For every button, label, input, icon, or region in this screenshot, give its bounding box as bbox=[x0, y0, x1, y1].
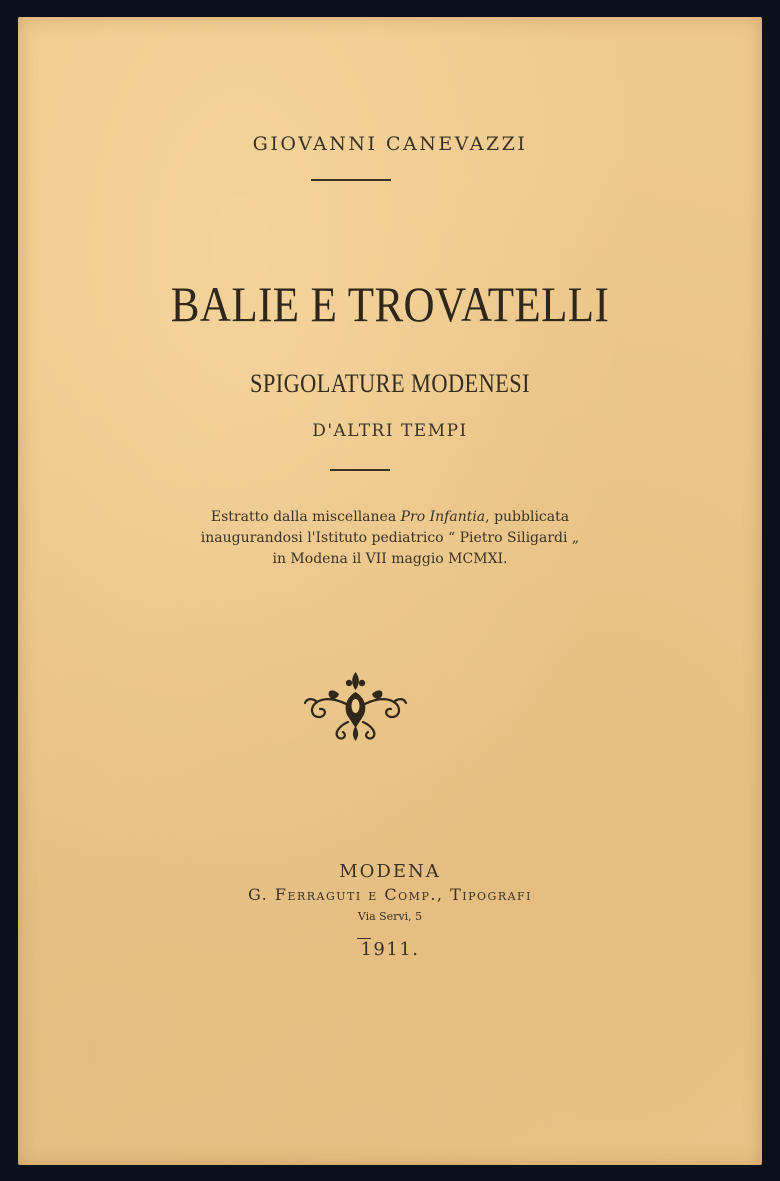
imprint-year: 1911. bbox=[360, 939, 420, 960]
extract-line-1: Estratto dalla miscellanea Pro Infantia, pubblicata bbox=[210, 509, 570, 525]
divider-rule bbox=[330, 469, 390, 471]
book-title: BALIE E TROVATELLI bbox=[170, 276, 610, 332]
extract-line-2: inaugurandosi l'Istituto pediatrico “ Pietro Siligardi „ bbox=[200, 530, 580, 546]
book-cover bbox=[18, 17, 762, 1165]
imprint-city: MODENA bbox=[339, 861, 441, 882]
extract-note bbox=[18, 507, 762, 570]
author-name: GIOVANNI CANEVAZZI bbox=[252, 133, 528, 155]
extract-line-3: in Modena il VII maggio MCMXI. bbox=[272, 551, 508, 567]
book-subtitle-secondary: D'ALTRI TEMPI bbox=[312, 421, 468, 441]
imprint-printer: G. Ferraguti e Comp., Tipografi bbox=[247, 885, 533, 904]
divider-rule bbox=[311, 179, 391, 181]
book-subtitle: SPIGOLATURE MODENESI bbox=[249, 369, 531, 398]
imprint-address: Via Servi, 5 bbox=[357, 910, 423, 923]
floral-ornament-icon bbox=[303, 670, 408, 742]
publication-name: Pro Infantia bbox=[400, 509, 486, 525]
